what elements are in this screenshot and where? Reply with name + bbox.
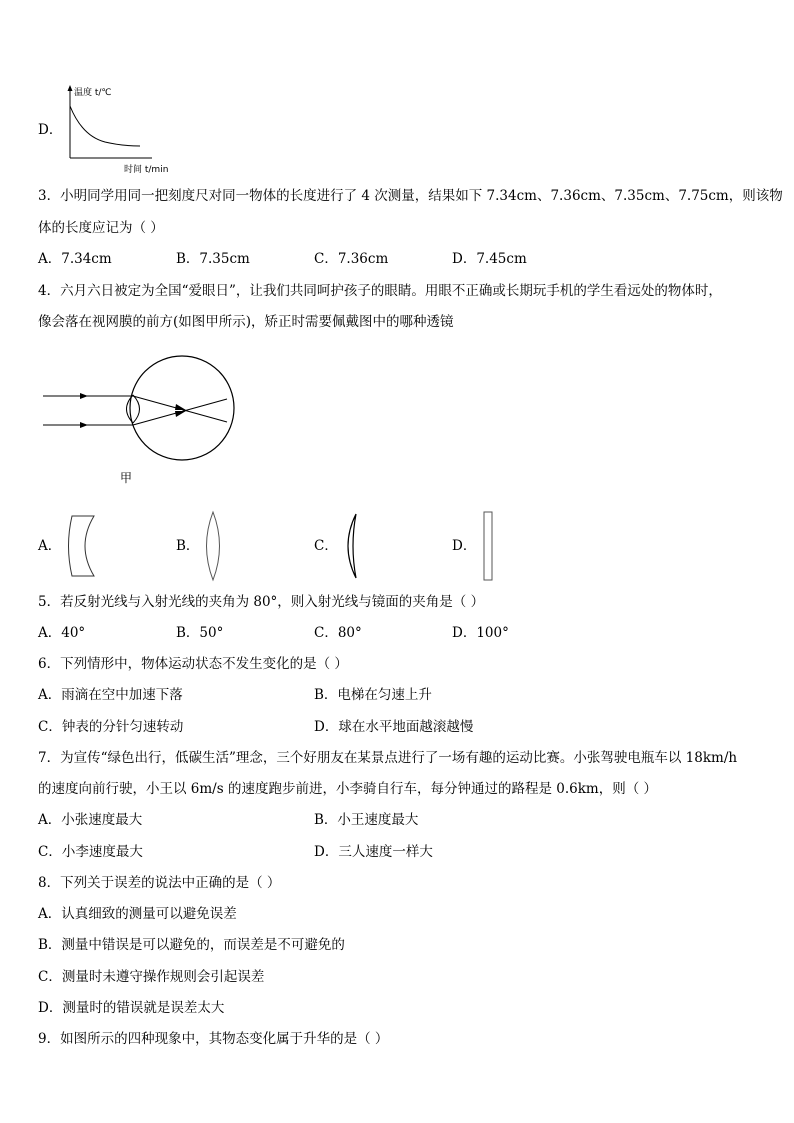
q8-option-a: A．认真细致的测量可以避免误差	[38, 906, 237, 922]
q4-option-a-label: A．	[38, 538, 62, 554]
temperature-time-graph	[60, 84, 190, 176]
flat-plate-d	[478, 508, 498, 584]
q5-option-d: D．100°	[452, 625, 509, 641]
q3-stem-line2: 体的长度应记为（ ）	[38, 220, 164, 236]
q3-option-c: C．7.36cm	[314, 251, 389, 267]
q8-option-b: B．测量中错误是可以避免的，而误差是不可避免的	[38, 937, 345, 953]
q4-stem-line1: 4．六月六日被定为全国“爱眼日”，让我们共同呵护孩子的眼睛。用眼不正确或长期玩手机的学生看远处的物体时，	[38, 283, 722, 299]
q5-option-c: C．80°	[314, 625, 362, 641]
q6-option-a: A．雨滴在空中加速下落	[38, 687, 183, 703]
convex-lens-b	[200, 508, 226, 584]
meniscus-lens-c	[338, 510, 366, 582]
q2-option-d-label: D．	[38, 122, 63, 138]
q8-stem: 8．下列关于误差的说法中正确的是（ ）	[38, 875, 281, 891]
q3-option-b: B．7.35cm	[176, 251, 250, 267]
graph-y-axis-label: 温度 t/℃	[74, 88, 112, 98]
graph-x-axis-label: 时间 t/min	[124, 165, 169, 175]
q3-option-d: D．7.45cm	[452, 251, 527, 267]
q9-stem: 9．如图所示的四种现象中，其物态变化属于升华的是（ ）	[38, 1031, 389, 1047]
q6-option-b: B．电梯在匀速上升	[314, 687, 432, 703]
q3-stem-line1: 3．小明同学用同一把刻度尺对同一物体的长度进行了 4 次测量，结果如下 7.34cm、7.36cm、7.35cm、7.75cm，则该物	[38, 188, 783, 204]
q7-stem-line1: 7．为宣传“绿色出行，低碳生活”理念，三个好朋友在某景点进行了一场有趣的运动比赛。小张驾驶电瓶车以 18km/h	[38, 750, 738, 766]
q6-stem: 6．下列情形中，物体运动状态不发生变化的是（ ）	[38, 656, 348, 672]
q8-option-d: D．测量时的错误就是误差太大	[38, 1000, 225, 1016]
q5-option-a: A．40°	[38, 625, 86, 641]
q8-option-c: C．测量时未遵守操作规则会引起误差	[38, 969, 265, 985]
q7-option-b: B．小王速度最大	[314, 812, 419, 828]
q4-option-d-label: D．	[452, 538, 477, 554]
eye-diagram	[40, 355, 240, 495]
q4-stem-line2: 像会落在视网膜的前方(如图甲所示)，矫正时需要佩戴图中的哪种透镜	[38, 314, 454, 330]
q7-option-c: C．小李速度最大	[38, 844, 143, 860]
q7-stem-line2: 的速度向前行驶，小王以 6m/s 的速度跑步前进，小李骑自行车，每分钟通过的路程是 0.6km，则（ ）	[38, 781, 657, 797]
eye-diagram-caption: 甲	[120, 471, 133, 485]
q7-option-d: D．三人速度一样大	[314, 844, 433, 860]
q7-option-a: A．小张速度最大	[38, 812, 143, 828]
q4-option-c-label: C．	[314, 538, 338, 554]
q5-option-b: B．50°	[176, 625, 224, 641]
q6-option-c: C．钟表的分针匀速转动	[38, 719, 184, 735]
q3-option-a: A．7.34cm	[38, 251, 112, 267]
concave-lens-a	[64, 510, 100, 582]
q4-option-b-label: B．	[176, 538, 200, 554]
q6-option-d: D．球在水平地面越滚越慢	[314, 719, 474, 735]
q5-stem: 5．若反射光线与入射光线的夹角为 80°，则入射光线与镜面的夹角是（ ）	[38, 594, 485, 610]
